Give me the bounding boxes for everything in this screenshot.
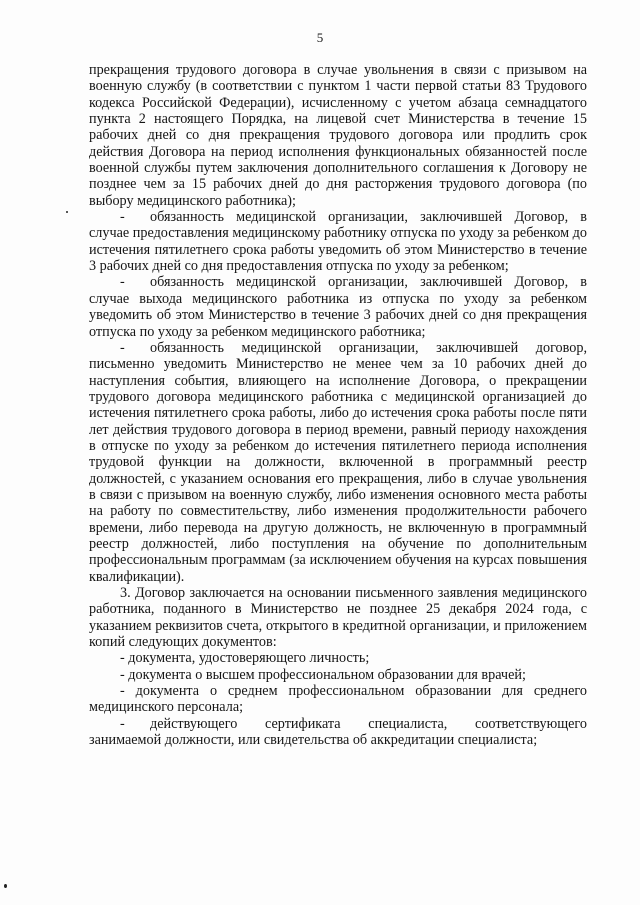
list-item-secondary-education: - документа о среднем профессиональном образовании для среднего медицинского персонала; <box>89 683 587 716</box>
list-dash: - <box>120 274 125 291</box>
document-body <box>89 62 587 748</box>
list-item-identity-document: - документа, удостоверяющего личность; <box>120 650 370 667</box>
page-number: 5 <box>316 30 324 45</box>
paragraph-childcare-leave-notice <box>89 209 587 274</box>
list-item-higher-education: - документа о высшем профессиональном образовании для врачей; <box>120 666 526 683</box>
list-item-certificate <box>89 716 587 749</box>
scan-speck <box>4 884 7 888</box>
paragraph-text: обязанность медицинской организации, заключившей Договор, в случае выхода медицинского работника из отпуска по уходу за ребенком уведомить об этом Министерство в течение 3 рабочих дней со дня прекращения отпуска по уходу за ребенком медицинского работника; <box>89 274 587 340</box>
paragraph-termination-notice <box>89 340 587 585</box>
paragraph-continuation: прекращения трудового договора в случае увольнения в связи с призывом на военную службу (в соответствии с пунктом 1 части первой статьи 83 Трудового кодекса Российской Федерации), исчисленному с учетом абзаца семнадцатого пункта 2 настоящего Порядка, на лицевой счет Министерства в течение 15 рабочих дней со дня прекращения трудового договора или продлить срок действия Договора на период исполнения функциональных обязанностей после военной службы путем заключения дополнительного соглашения к Договору не позднее чем за 15 рабочих дней до дня расторжения трудового договора (по выбору медицинского работника); <box>89 62 587 209</box>
paragraph-section-3: 3. Договор заключается на основании письменного заявления медицинского работника, поданного в Министерство не позднее 25 декабря 2024 года, с указанием реквизитов счета, открытого в кредитной организации, и приложением копий следующих документов: <box>89 585 587 651</box>
paragraph-text: действующего сертификата специалиста, соответствующего занимаемой должности, или свидетельства об аккредитации специалиста; <box>89 715 587 749</box>
paragraph-text: обязанность медицинской организации, заключившей договор, письменно уведомить Министерство не менее чем за 10 рабочих дней до наступления события, влияющего на исполнение Договора, о прекращении трудового договора медицинского работника с медицинской организацией до истечения пятилетнего срока работы, либо до истечения срока работы после пяти лет действия трудового договора в период времени, равный периоду нахождения в отпуске по уходу за ребенком до истечения пятилетнего периода исполнения трудовой функции на должности, включенной в программный реестр должностей, с указанием основания его прекращения, либо в случае увольнения в связи с призывом на военную службу, либо изменения основного места работы на работу по совместительству, либо изменения продолжительности рабочего времени, либо перевода на другую должность, не включенную в программный реестр должностей, либо поступления на обучение по дополнительным профессиональным программам (за исключением обучения на курсах повышения квалификации). <box>89 339 587 585</box>
list-dash: - <box>120 209 125 226</box>
paragraph-return-from-leave-notice <box>89 274 587 339</box>
list-dash: - <box>120 715 125 732</box>
paragraph-text: обязанность медицинской организации, заключившей Договор, в случае предоставления медицинскому работнику отпуска по уходу за ребенком до истечения пятилетнего срока работы уведомить об этом Министерство в течение 3 рабочих дней со дня предоставления отпуска по уходу за ребенком; <box>89 209 587 275</box>
list-dash: - <box>120 339 125 356</box>
scan-speck <box>66 211 68 213</box>
